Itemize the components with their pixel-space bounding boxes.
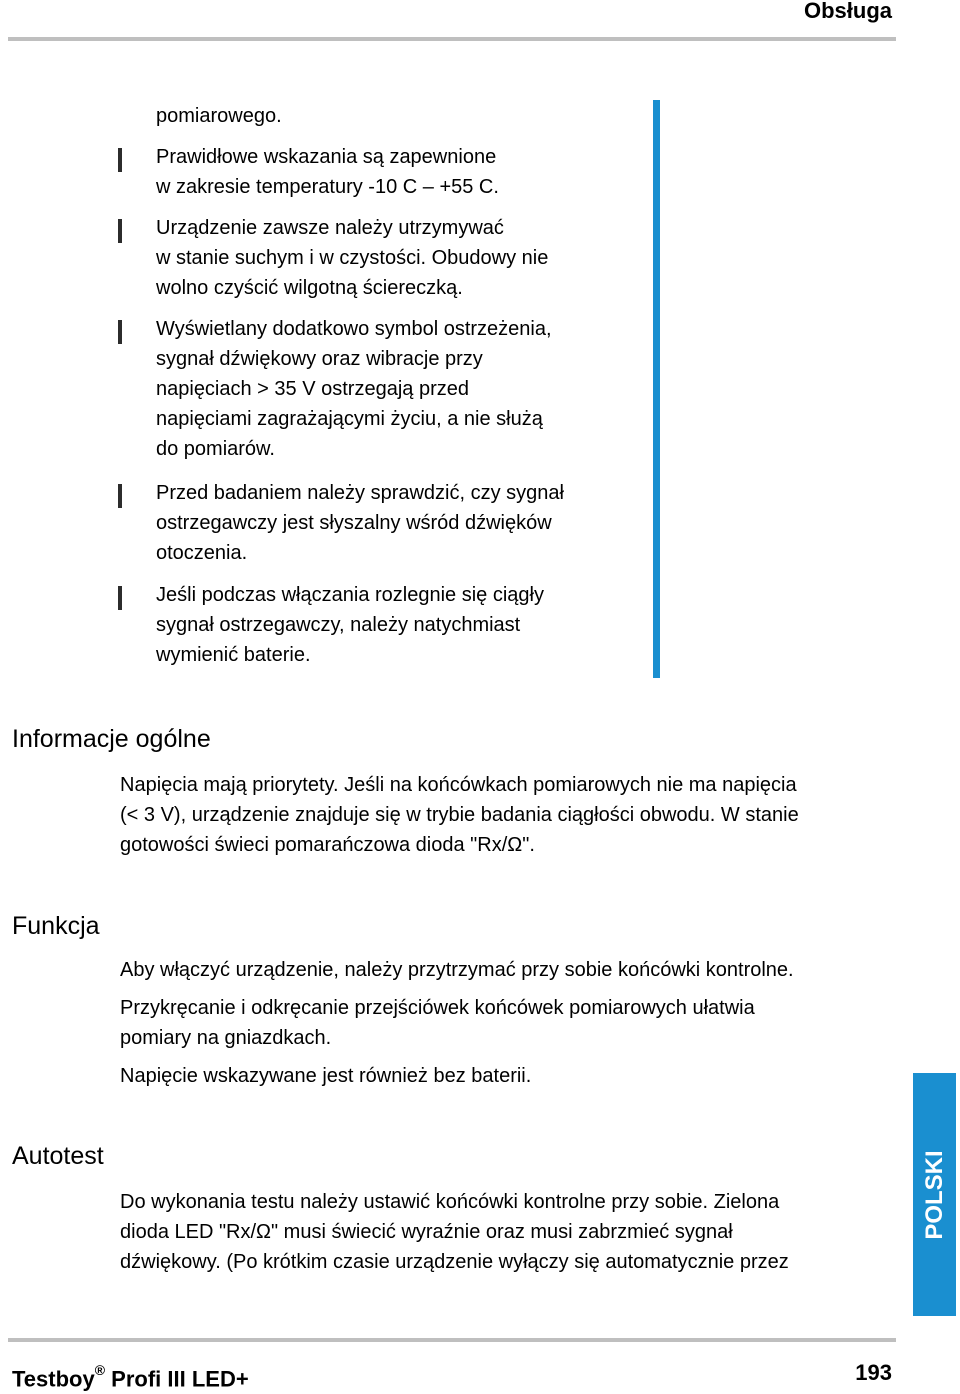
note-bullet-4 xyxy=(156,478,564,568)
bullet-marker xyxy=(118,586,122,610)
paragraph-line: pomiary na gniazdkach. xyxy=(120,1027,332,1049)
paragraph-line: Napięcie wskazywane jest również bez baterii. xyxy=(120,1065,532,1087)
language-tab-label: POLSKI xyxy=(920,1149,948,1240)
note-line: Wyświetlany dodatkowo symbol ostrzeżenia, xyxy=(156,318,552,340)
footer-brand: Testboy xyxy=(12,1366,95,1392)
section-heading-function: Funkcja xyxy=(12,912,100,940)
language-tab xyxy=(913,1073,956,1316)
function-paragraph-3 xyxy=(120,1061,531,1091)
note-line: napięciami zagrażającymi życiu, a nie służą xyxy=(156,408,543,430)
note-bullet-5 xyxy=(156,580,544,670)
note-line: wymienić baterie. xyxy=(156,644,311,666)
paragraph-line: (< 3 V), urządzenie znajduje się w trybie badania ciągłości obwodu. W stanie xyxy=(120,804,799,826)
bullet-marker xyxy=(118,484,122,508)
section-heading-selftest: Autotest xyxy=(12,1142,104,1170)
bullet-marker xyxy=(118,320,122,344)
bullet-marker xyxy=(118,148,122,172)
note-line: w zakresie temperatury -10 C – +55 C. xyxy=(156,176,499,198)
note-line: Urządzenie zawsze należy utrzymywać xyxy=(156,217,504,239)
header-divider xyxy=(8,37,896,41)
footer-divider xyxy=(8,1338,896,1342)
selftest-paragraph xyxy=(120,1187,789,1277)
section-heading-general: Informacje ogólne xyxy=(12,725,211,753)
note-bullet-2 xyxy=(156,213,548,303)
page-header-title: Obsługa xyxy=(803,0,892,23)
paragraph-line: gotowości świeci pomarańczowa dioda "Rx/Ω". xyxy=(120,834,535,856)
paragraph-line: Napięcia mają priorytety. Jeśli na końcówkach pomiarowych nie ma napięcia xyxy=(120,774,797,796)
paragraph-line: Przykręcanie i odkręcanie przejściówek końcówek pomiarowych ułatwia xyxy=(120,997,755,1019)
note-line: Jeśli podczas włączania rozlegnie się ciągły xyxy=(156,584,544,606)
note-line: wolno czyścić wilgotną ściereczką. xyxy=(156,277,463,299)
bullet-marker xyxy=(118,219,122,243)
page-number: 193 xyxy=(855,1360,892,1385)
paragraph-line: Do wykonania testu należy ustawić końcówki kontrolne przy sobie. Zielona xyxy=(120,1191,780,1213)
note-line: sygnał dźwiękowy oraz wibracje przy xyxy=(156,348,483,370)
note-line: do pomiarów. xyxy=(156,438,275,460)
function-paragraph-2 xyxy=(120,993,755,1053)
note-line: napięciach > 35 V ostrzegają przed xyxy=(156,378,469,400)
note-accent-bar xyxy=(653,100,660,678)
footer-model: Profi III LED+ xyxy=(111,1366,249,1392)
paragraph-line: dźwiękowy. (Po krótkim czasie urządzenie wyłączy się automatycznie przez xyxy=(120,1251,789,1273)
paragraph-line: Aby włączyć urządzenie, należy przytrzymać przy sobie końcówki kontrolne. xyxy=(120,959,794,981)
note-line: otoczenia. xyxy=(156,542,248,564)
paragraph-line: dioda LED "Rx/Ω" musi świecić wyraźnie oraz musi zabrzmieć sygnał xyxy=(120,1221,733,1243)
note-bullet-1 xyxy=(156,142,499,202)
note-line: Prawidłowe wskazania są zapewnione xyxy=(156,146,497,168)
note-line: Przed badaniem należy sprawdzić, czy sygnał xyxy=(156,482,564,504)
function-paragraph-1 xyxy=(120,955,794,985)
note-line: ostrzegawczy jest słyszalny wśród dźwięków xyxy=(156,512,552,534)
general-paragraph xyxy=(120,770,799,860)
registered-mark: ® xyxy=(94,1362,106,1378)
note-line: sygnał ostrzegawczy, należy natychmiast xyxy=(156,614,521,636)
note-continuation: pomiarowego. xyxy=(156,105,282,127)
note-bullet-3 xyxy=(156,314,552,464)
footer-product-name xyxy=(12,1358,249,1394)
note-line: w stanie suchym i w czystości. Obudowy nie xyxy=(156,247,549,269)
